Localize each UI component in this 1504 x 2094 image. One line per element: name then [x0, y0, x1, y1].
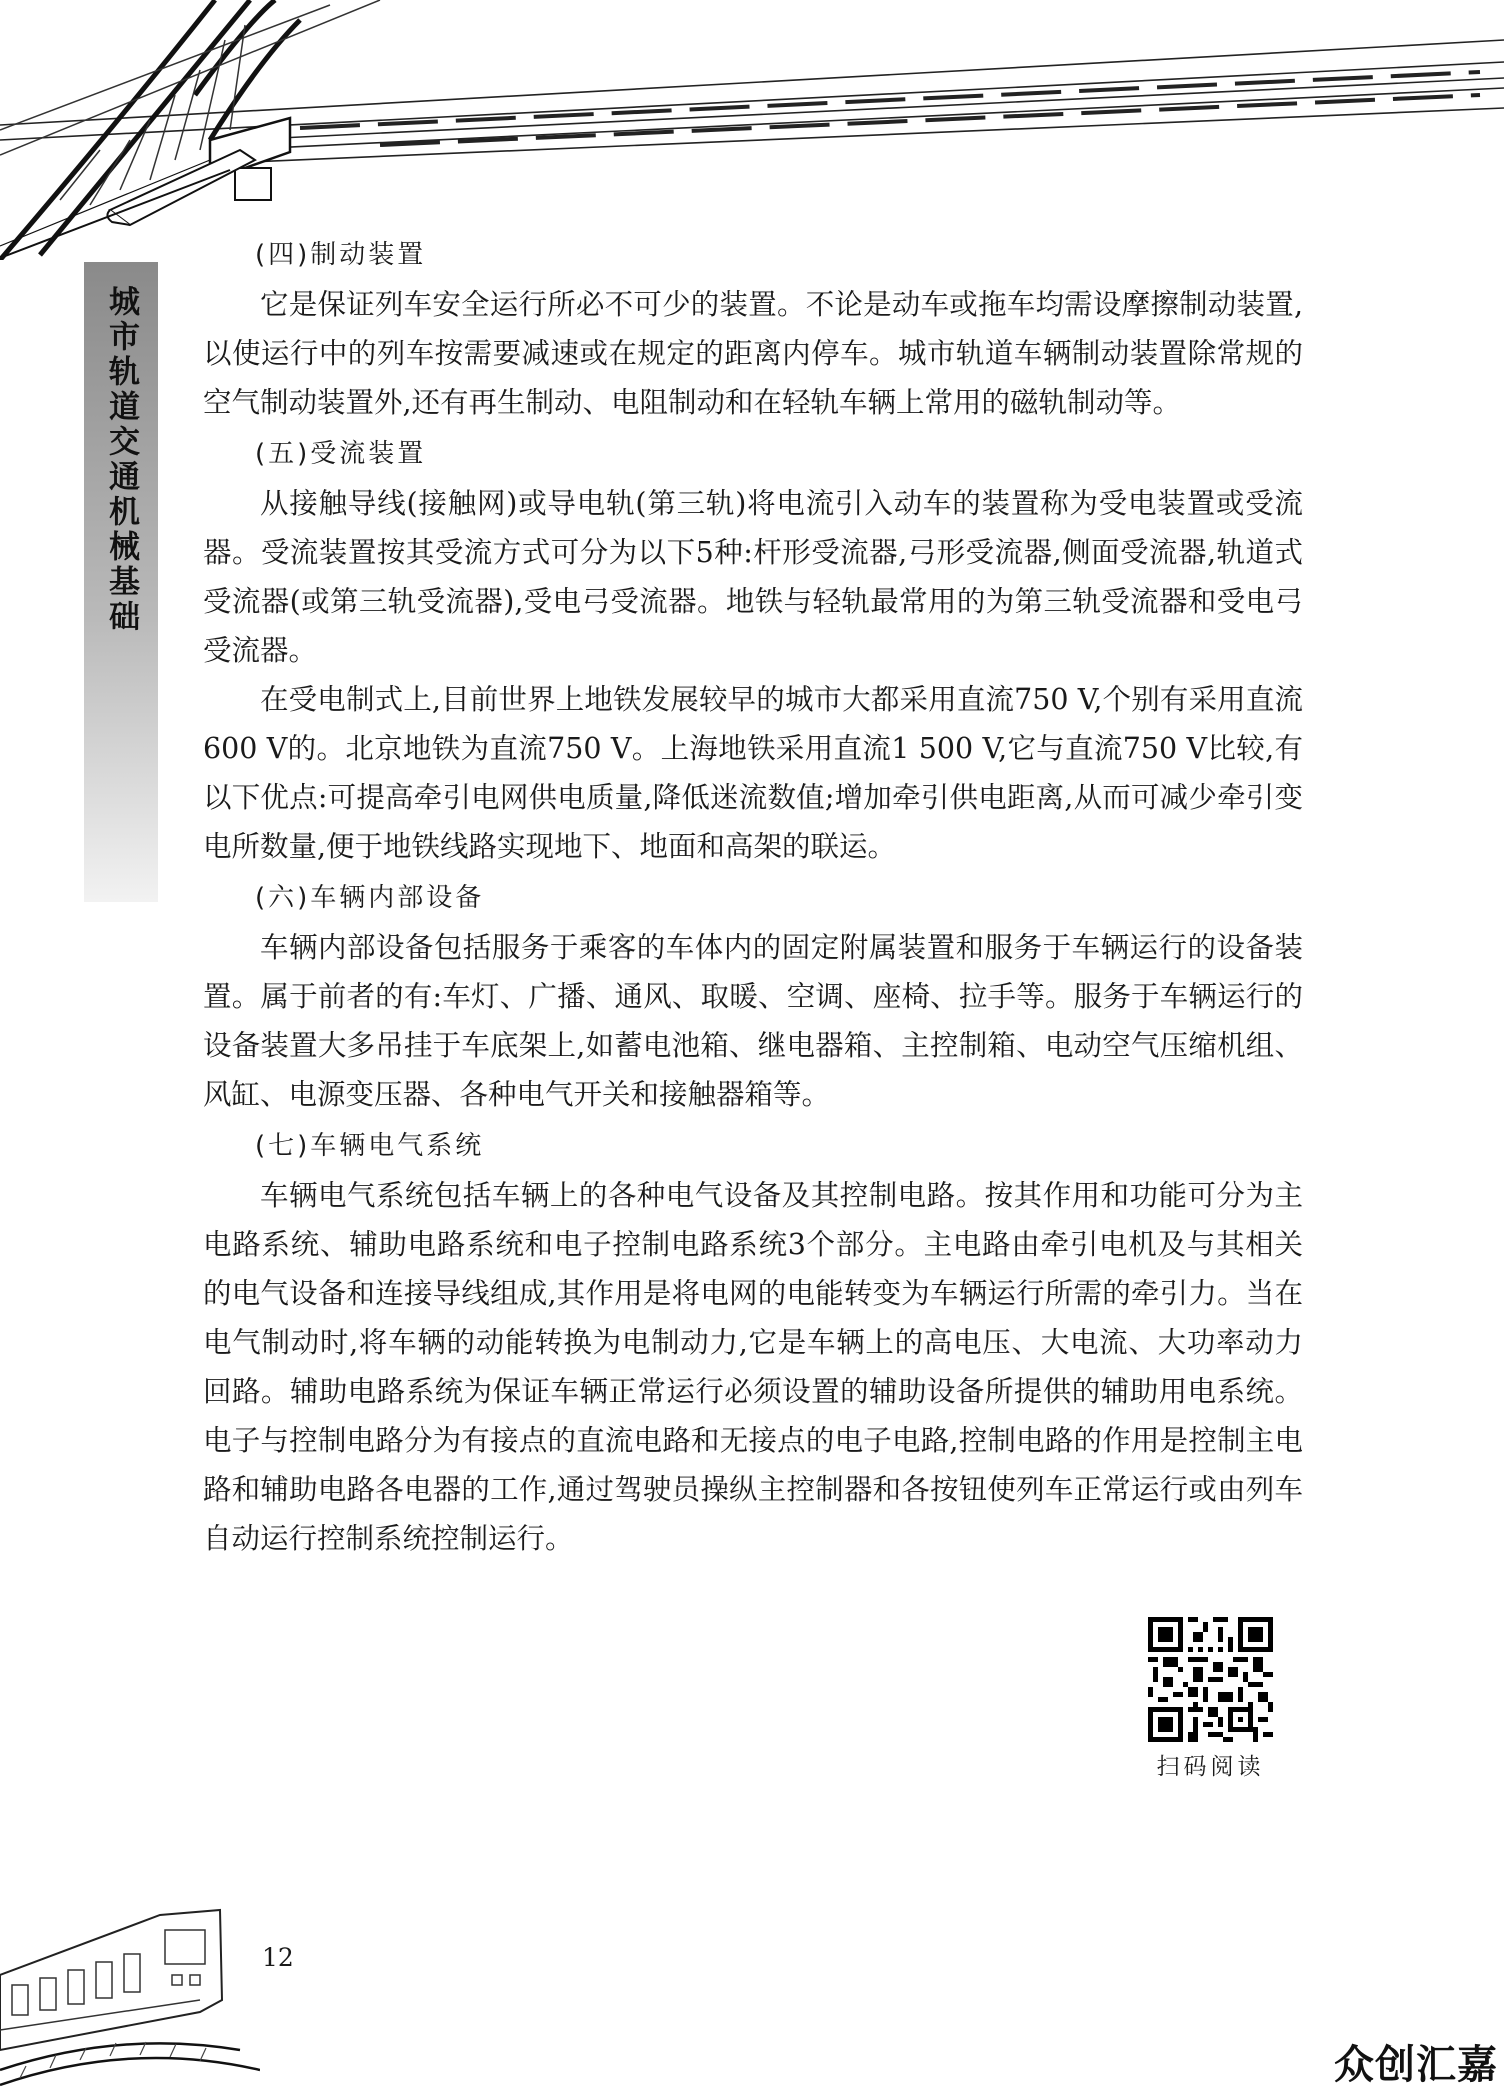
section-electrical-system	[203, 1123, 1303, 1563]
paragraph: 车辆内部设备包括服务于乘客的车体内的固定附属装置和服务于车辆运行的设备装置。属于前者的有:车灯、广播、通风、取暖、空调、座椅、拉手等。服务于车辆运行的设备装置大多吊挂于车底架上,如蓄电池箱、继电器箱、主控制箱、电动空气压缩机组、风缸、电源变压器、各种电气开关和接触器箱等。	[203, 931, 1303, 1111]
qr-label: 扫码阅读	[1156, 1754, 1265, 1780]
watermark: 众创汇嘉	[1334, 2042, 1498, 2088]
paragraph: 从接触导线(接触网)或导电轨(第三轨)将电流引入动车的装置称为受电装置或受流器。受流装置按其受流方式可分为以下5种:杆形受流器,弓形受流器,侧面受流器,轨道式受流器(或第三轨受流器),受电弓受流器。地铁与轻轨最常用的为第三轨受流器和受电弓受流器。	[203, 487, 1303, 667]
paragraph: 在受电制式上,目前世界上地铁发展较早的城市大都采用直流750 V,个别有采用直流600 V的。北京地铁为直流750 V。上海地铁采用直流1 500 V,它与直流750 V比较,有以下优点:可提高牵引电网供电质量,降低迷流数值;增加牵引供电距离,从而可减少牵引变电所数量,便于地铁线路实现地下、地面和高架的联运。	[203, 683, 1303, 863]
main-content	[203, 228, 1303, 1563]
paragraph: 车辆电气系统包括车辆上的各种电气设备及其控制电路。按其作用和功能可分为主电路系统、辅助电路系统和电子控制电路系统3个部分。主电路由牵引电机及与其相关的电气设备和连接导线组成,其作用是将电网的电能转变为车辆运行所需的牵引力。当在电气制动时,将车辆的动能转换为电制动力,它是车辆上的高电压、大电流、大功率动力回路。辅助电路系统为保证车辆正常运行必须设置的辅助设备所提供的辅助用电系统。电子与控制电路分为有接点的直流电路和无接点的电子电路,控制电路的作用是控制主电路和辅助电路各电器的工作,通过驾驶员操纵主控制器和各按钮使列车正常运行或由列车自动运行控制系统控制运行。	[203, 1179, 1303, 1555]
section-interior-equipment	[203, 875, 1303, 1119]
section-heading: (四)制动装置	[255, 240, 427, 270]
section-heading: (六)车辆内部设备	[255, 883, 485, 913]
qr-code-icon[interactable]	[1148, 1617, 1273, 1742]
book-title-vertical: 城市轨道交通机械基础	[103, 285, 139, 635]
section-heading: (七)车辆电气系统	[255, 1131, 485, 1161]
header-bridge-illustration	[0, 0, 1504, 260]
paragraph: 它是保证列车安全运行所必不可少的装置。不论是动车或拖车均需设摩擦制动装置,以使运行中的列车按需要减速或在规定的距离内停车。城市轨道车辆制动装置除常规的空气制动装置外,还有再生制动、电阻制动和在轻轨车辆上常用的磁轨制动等。	[203, 288, 1303, 419]
footer-train-illustration	[0, 1880, 260, 2094]
section-braking	[203, 232, 1303, 427]
section-current-collection	[203, 431, 1303, 871]
section-heading: (五)受流装置	[255, 439, 427, 469]
page-number: 12	[262, 1943, 294, 1972]
